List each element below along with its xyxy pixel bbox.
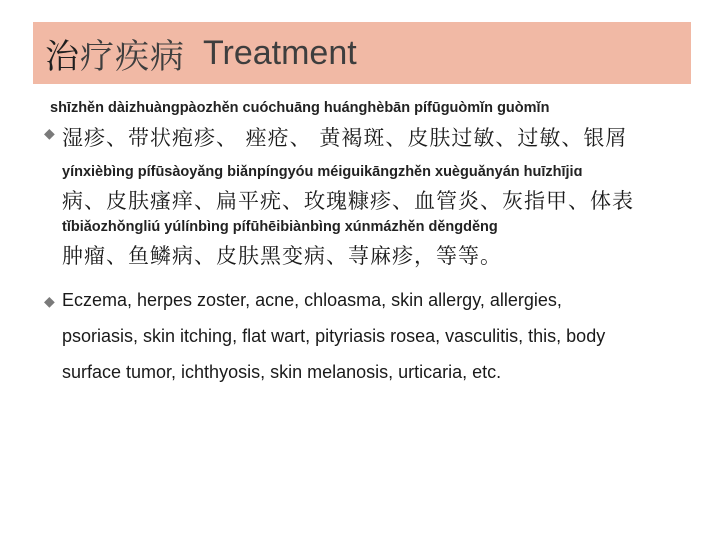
arrow-bullet-icon: ◆ xyxy=(44,294,55,310)
english-line-3: surface tumor, ichthyosis, skin melanosis, urticaria, etc. xyxy=(62,362,502,382)
pinyin-line-3: tǐbiǎozhǒngliú yúlínbìng pífūhēibiànbìng xúnmázhěn děngděng xyxy=(62,219,498,235)
english-line-1: Eczema, herpes zoster, acne, chloasma, skin allergy, allergies, xyxy=(62,290,562,310)
chinese-line-3: 肿瘤、鱼鳞病、皮肤黑变病、荨麻疹，等等。 xyxy=(62,244,502,268)
english-line-2: psoriasis, skin itching, flat wart, pityriasis rosea, vasculitis, this, body xyxy=(62,326,606,346)
title-chinese-rest: 疗疾病 xyxy=(80,36,185,77)
chinese-line-1: 湿疹、带状疱疹、 痤疮、 黄褐斑、皮肤过敏、过敏、银屑 xyxy=(62,126,628,150)
title-chinese-first-char: 治 xyxy=(45,36,80,77)
pinyin-line-1: shīzhěn dàizhuàngpàozhěn cuóchuāng huánghèbān pífūguòmǐn guòmǐn xyxy=(50,100,550,116)
title-chinese xyxy=(45,29,185,78)
pinyin-line-2: yínxièbìng pífūsàoyǎng biǎnpíngyóu méiguikāngzhěn xuèguǎnyán huīzhījiɑ xyxy=(62,164,583,180)
chinese-line-2: 病、皮肤瘙痒、扁平疣、玫瑰糠疹、血管炎、灰指甲、体表 xyxy=(62,189,634,213)
title-english: Treatment xyxy=(203,33,357,72)
arrow-bullet-icon: ◆ xyxy=(44,126,55,142)
title-band xyxy=(33,22,691,84)
